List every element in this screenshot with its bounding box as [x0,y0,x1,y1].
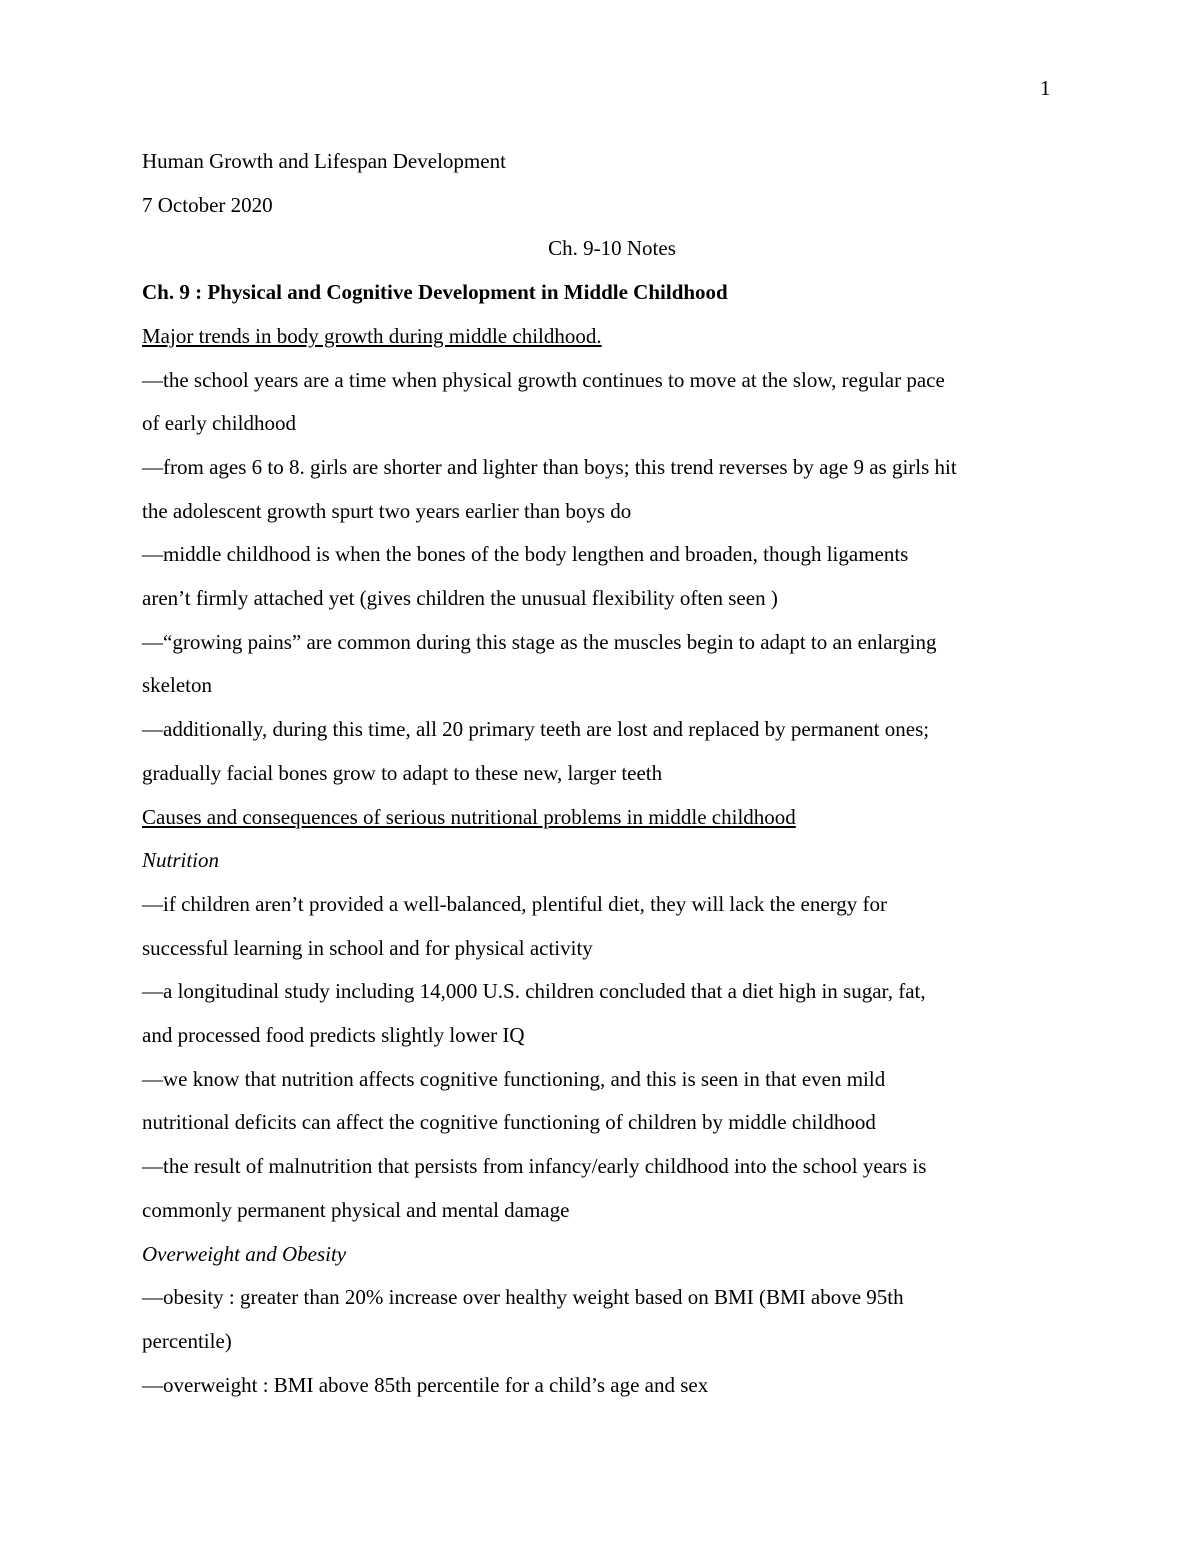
body-line: —from ages 6 to 8. girls are shorter and lighter than boys; this trend reverses by age 9 as girls hit [142,454,957,479]
body-line: —the result of malnutrition that persists from infancy/early childhood into the school years is [142,1154,927,1179]
body-line: percentile) [142,1328,232,1353]
body-line: —a longitudinal study including 14,000 U.S. children concluded that a diet high in sugar, fat, [142,979,926,1004]
body-line: —we know that nutrition affects cognitive functioning, and this is seen in that even mild [142,1066,886,1091]
body-line: of early childhood [142,411,296,436]
chapter-heading: Ch. 9 : Physical and Cognitive Development in Middle Childhood [142,280,728,305]
body-line: —if children aren’t provided a well-balanced, plentiful diet, they will lack the energy for [142,891,888,916]
document-title: Ch. 9-10 Notes [548,236,676,261]
body-line: —the school years are a time when physical growth continues to move at the slow, regular pace [142,367,945,392]
subsection-heading: Nutrition [142,848,220,873]
body-line: skeleton [142,673,212,698]
body-line: nutritional deficits can affect the cognitive functioning of children by middle childhood [142,1110,876,1135]
body-line: commonly permanent physical and mental damage [142,1197,570,1222]
section-heading: Causes and consequences of serious nutritional problems in middle childhood [142,804,796,829]
subsection-heading: Overweight and Obesity [142,1241,347,1266]
body-line: gradually facial bones grow to adapt to these new, larger teeth [142,760,663,785]
body-line: —“growing pains” are common during this stage as the muscles begin to adapt to an enlarging [142,629,937,654]
body-line: and processed food predicts slightly lower IQ [142,1023,525,1048]
document-body [142,140,1062,1407]
page-number: 1 [1040,76,1051,100]
document-date: 7 October 2020 [142,192,273,217]
body-line: —middle childhood is when the bones of the body lengthen and broaden, though ligaments [142,542,909,567]
body-line: —obesity : greater than 20% increase over healthy weight based on BMI (BMI above 95th [142,1285,904,1310]
body-line: —overweight : BMI above 85th percentile for a child’s age and sex [142,1372,709,1397]
body-line: successful learning in school and for physical activity [142,935,593,960]
section-heading: Major trends in body growth during middle childhood. [142,323,602,348]
body-line: the adolescent growth spurt two years earlier than boys do [142,498,632,523]
course-title: Human Growth and Lifespan Development [142,149,506,173]
body-line: —additionally, during this time, all 20 primary teeth are lost and replaced by permanent ones; [142,717,930,742]
body-line: aren’t firmly attached yet (gives children the unusual flexibility often seen ) [142,586,778,611]
